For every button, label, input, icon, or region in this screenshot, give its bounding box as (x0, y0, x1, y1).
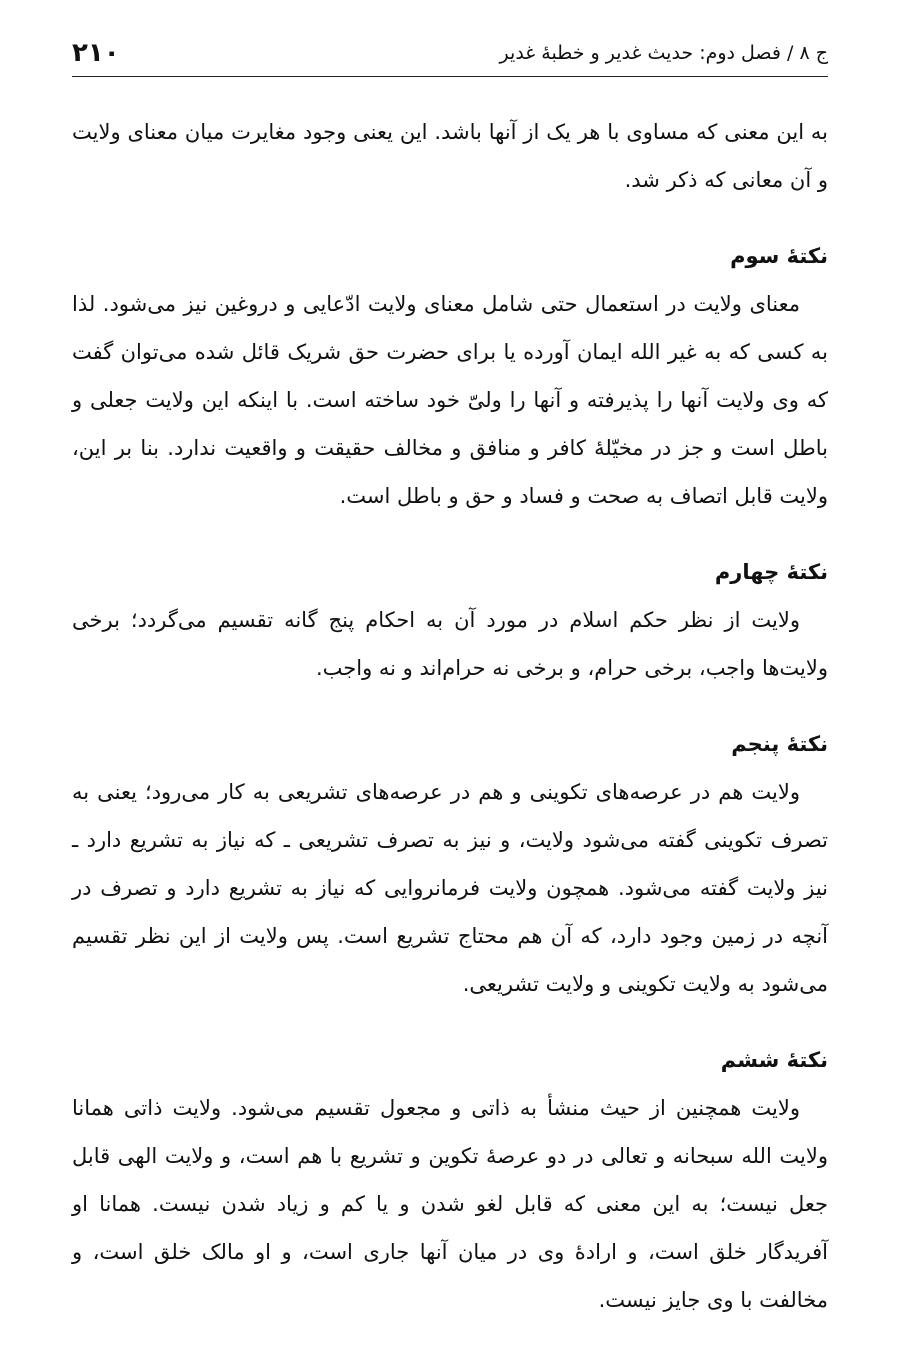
section-heading: نکتهٔ سوم (730, 244, 828, 268)
section-paragraph: معنای ولایت در استعمال حتی شامل معنای ولایت ادّعایی و دروغین نیز می‌شود. لذا به کسی که به غیر الله ایمان آورده یا برای حضرت حق شریک قائل شده می‌توان گفت که وی ولایت آنها را پذیرفته و آنها را ولیّ خود ساخته است. با اینکه این ولایت جعلی و باطل است و جز در مخیّلهٔ کافر و منافق و مخالف حقیقت و واقعیت ندارد. بنا بر این، ولایت قابل اتصاف به صحت و فساد و حق و باطل است. (72, 292, 828, 508)
intro-paragraph: به این معنی که مساوی با هر یک از آنها باشد. این یعنی وجود مغایرت میان معنای ولایت و آن معانی که ذکر شد. (72, 120, 828, 192)
section-note-6 (72, 1036, 828, 1324)
section-heading: نکتهٔ چهارم (714, 560, 828, 584)
section-note-4 (72, 548, 828, 692)
section-heading: نکتهٔ ششم (720, 1048, 828, 1072)
section-note-5 (72, 720, 828, 1008)
section-paragraph: ولایت هم در عرصه‌های تکوینی و هم در عرصه‌های تشریعی به کار می‌رود؛ یعنی به تصرف تکوینی گفته می‌شود ولایت، و نیز به تصرف تشریعی ـ که نیاز به تشریع دارد ـ نیز ولایت گفته می‌شود. همچون ولایت فرمانروایی که نیاز به تشریع دارد و تصرف در آنچه در زمین وجود دارد، که آن هم محتاج تشریع است. پس ولایت از این نظر تقسیم می‌شود به ولایت تکوینی و ولایت تشریعی. (72, 780, 828, 996)
section-paragraph: ولایت از نظر حکم اسلام در مورد آن به احکام پنج گانه تقسیم می‌گردد؛ برخی ولایت‌ها واجب، برخی حرام، و برخی نه حرام‌اند و نه واجب. (72, 608, 828, 680)
page-number: ۲۱۰ (72, 38, 120, 68)
section-heading: نکتهٔ پنجم (731, 732, 828, 756)
running-title: ج ۸ / فصل دوم: حدیث غدیر و خطبهٔ غدیر (499, 42, 828, 64)
section-paragraph: ولایت همچنین از حیث منشأ به ذاتی و مجعول تقسیم می‌شود. ولایت ذاتی همانا ولایت الله سبحانه و تعالی در دو عرصهٔ تکوین و تشریع با هم است، و ولایت الهی قابل جعل نیست؛ به این معنی که قابل لغو شدن و یا کم و زیاد شدن نیست. همانا او آفریدگار خلق است، و ارادهٔ وی در میان آنها جاری است، و او مالک خلق است، و مخالفت با وی جایز نیست. (72, 1096, 828, 1312)
page-header (72, 30, 828, 77)
page-body (72, 108, 828, 1324)
section-note-3 (72, 232, 828, 520)
